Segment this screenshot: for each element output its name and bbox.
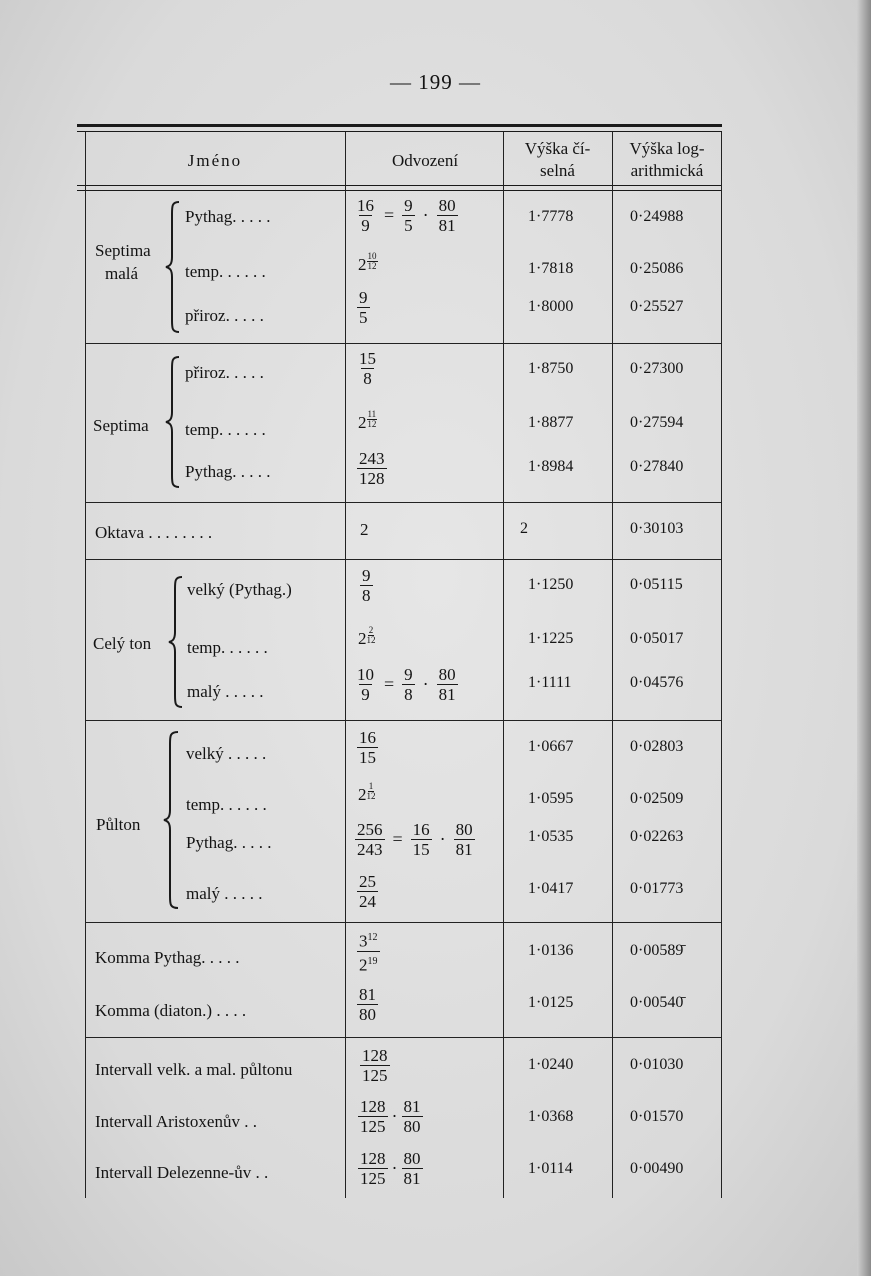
row-name: přiroz. . . . . <box>185 306 264 325</box>
numeric-height: 2 <box>520 520 528 537</box>
numeric-height: 1·8000 <box>528 298 574 315</box>
row-name: temp. . . . . . <box>185 420 266 439</box>
group-label-pulton: Půlton <box>96 815 141 834</box>
fraction: $\frac{128}{125}$ <box>362 1046 388 1085</box>
fraction: $\frac{128}{125}$ <box>360 1097 386 1136</box>
row-name: Intervall Aristoxenův . . <box>95 1112 257 1131</box>
log-height: 0·01570 <box>630 1108 684 1125</box>
fraction: $\frac{81}{80}$ <box>359 985 376 1024</box>
log-height: 0·05017 <box>630 630 684 647</box>
table-top-rule-thin <box>77 131 722 132</box>
row-name: Komma Pythag. . . . . <box>95 948 240 967</box>
fraction: $\frac{81}{80}$ <box>403 1097 421 1136</box>
power-expression: 2 $\frac{11}{12}$ <box>358 409 377 432</box>
row-name: Intervall Delezenne-ův . . <box>95 1163 269 1182</box>
derivation-expression: $\frac{16}{9}$ = $\frac{9}{5}$ · $\frac{80}{81}$ <box>357 196 456 235</box>
fraction: $\frac{9}{5}$ <box>359 288 368 327</box>
brace-septima-mala <box>165 200 181 334</box>
log-height: 0·30103 <box>630 520 684 537</box>
group-label-septima: Septima <box>95 241 151 260</box>
log-height: 0·00589̄ <box>630 942 684 959</box>
fraction: $\frac{16}{15}$ <box>412 820 430 859</box>
separator-oktava <box>86 502 721 503</box>
log-height: 0·05115 <box>630 576 683 593</box>
fraction: $\frac{256}{243}$ <box>357 820 383 859</box>
header-numeric-line2: selná <box>540 161 575 180</box>
log-height: 0·01030 <box>630 1056 684 1073</box>
header-bottom-rule-2 <box>77 190 722 191</box>
numeric-height: 1·0417 <box>528 880 574 897</box>
numeric-height: 1·1250 <box>528 576 574 593</box>
row-name: Intervall velk. a mal. půltonu <box>95 1060 293 1079</box>
power-expression: 2 $\frac{1}{12}$ <box>358 781 376 804</box>
numeric-height: 1·0240 <box>528 1056 574 1073</box>
row-name: Pythag. . . . . <box>186 833 272 852</box>
derivation-expression: $\frac{128}{125}$ · $\frac{80}{81}$ <box>360 1149 421 1188</box>
row-name: přiroz. . . . . <box>185 363 264 382</box>
numeric-height: 1·8750 <box>528 360 574 377</box>
col-line-right <box>721 132 722 1198</box>
brace-septima <box>165 355 181 489</box>
separator-septima <box>86 343 721 344</box>
fraction: $\frac{128}{125}$ <box>360 1149 386 1188</box>
log-height: 0·27594 <box>630 414 684 431</box>
log-height: 0·25086 <box>630 260 684 277</box>
fraction: $\frac{10}{9}$ <box>357 665 374 704</box>
row-name-oktava: Oktava . . . . . . . . <box>95 523 213 542</box>
separator-celyton <box>86 559 721 560</box>
numeric-height: 1·8877 <box>528 414 574 431</box>
group-label-cely-ton: Celý ton <box>93 634 152 653</box>
header-bottom-rule <box>77 185 722 186</box>
header-numeric-line1: Výška čí- <box>524 139 591 158</box>
numeric-height: 1·7778 <box>528 208 574 225</box>
brace-cely-ton <box>168 575 184 709</box>
header-name: Jméno <box>187 151 243 170</box>
log-height: 0·04576 <box>630 674 684 691</box>
numeric-height: 1·0125 <box>528 994 574 1011</box>
group-label-mala: malá <box>105 264 139 283</box>
numeric-height: 1·0667 <box>528 738 574 755</box>
separator-intervall <box>86 1037 721 1038</box>
log-height: 0·25527 <box>630 298 684 315</box>
fraction: $\frac{243}{128}$ <box>359 449 385 488</box>
row-name: malý . . . . . <box>187 682 264 701</box>
log-height: 0·02509 <box>630 790 684 807</box>
header-log-line2: arithmická <box>630 161 704 180</box>
col-line-left <box>85 132 86 1198</box>
numeric-height: 1·0114 <box>528 1160 573 1177</box>
log-height: 0·02263 <box>630 828 684 845</box>
fraction: $\frac{25}{24}$ <box>359 872 376 911</box>
fraction: $\frac{15}{8}$ <box>359 349 376 388</box>
log-height: 0·02803 <box>630 738 684 755</box>
fraction: $\frac{80}{81}$ <box>438 665 456 704</box>
fraction: $\frac{9}{5}$ <box>404 196 413 235</box>
numeric-height: 1·1225 <box>528 630 574 647</box>
derivation-expression: $\frac{128}{125}$ · $\frac{81}{80}$ <box>360 1097 421 1136</box>
derivation-expression: $\frac{10}{9}$ = $\frac{9}{8}$ · $\frac{80}{81}$ <box>357 665 456 704</box>
row-name: Komma (diaton.) . . . . <box>95 1001 247 1020</box>
row-name: Pythag. . . . . <box>185 207 271 226</box>
log-height: 0·00540̄ <box>630 994 684 1011</box>
row-name: temp. . . . . . <box>186 795 267 814</box>
table-top-rule <box>77 124 722 127</box>
log-height: 0·01773 <box>630 880 684 897</box>
brace-pulton <box>162 730 180 910</box>
row-name: temp. . . . . . <box>185 262 266 281</box>
numeric-height: 1·0368 <box>528 1108 574 1125</box>
col-line-name <box>345 132 346 1198</box>
fraction: $\frac{9}{8}$ <box>404 665 413 704</box>
header-log-line1: Výška log- <box>629 139 705 158</box>
header-derivation: Odvození <box>391 151 459 170</box>
numeric-height: 1·0595 <box>528 790 574 807</box>
numeric-height: 1·0136 <box>528 942 574 959</box>
log-height: 0·00490 <box>630 1160 684 1177</box>
fraction: $\frac{3^{12}}{2^{19}}$ <box>359 931 378 975</box>
col-line-num <box>612 132 613 1198</box>
separator-pulton <box>86 720 721 721</box>
row-name: velký . . . . . <box>186 744 267 763</box>
row-name: malý . . . . . <box>186 884 263 903</box>
derivation-oktava: 2 <box>360 520 369 539</box>
numeric-height: 1·7818 <box>528 260 574 277</box>
log-height: 0·27840 <box>630 458 684 475</box>
row-name: temp. . . . . . <box>187 638 268 657</box>
power-expression: 2 $\frac{10}{12}$ <box>358 251 377 274</box>
fraction: $\frac{80}{81}$ <box>438 196 456 235</box>
derivation-expression: $\frac{256}{243}$ = $\frac{16}{15}$ · $\frac{80}{81}$ <box>357 820 473 859</box>
group-label-septima-velka: Septima <box>93 416 149 435</box>
row-name: velký (Pythag.) <box>187 580 292 599</box>
row-name: Pythag. . . . . <box>185 462 271 481</box>
numeric-height: 1·1111 <box>528 674 572 691</box>
fraction: $\frac{16}{15}$ <box>359 728 376 767</box>
col-line-deriv <box>503 132 504 1198</box>
fraction: $\frac{80}{81}$ <box>403 1149 421 1188</box>
numeric-height: 1·0535 <box>528 828 574 845</box>
separator-komma <box>86 922 721 923</box>
log-height: 0·27300 <box>630 360 684 377</box>
fraction: $\frac{80}{81}$ <box>455 820 473 859</box>
fraction: $\frac{16}{9}$ <box>357 196 374 235</box>
fraction: $\frac{9}{8}$ <box>362 566 371 605</box>
power-expression: 2 $\frac{2}{12}$ <box>358 625 376 648</box>
log-height: 0·24988 <box>630 208 684 225</box>
page-edge-shadow <box>857 0 871 1276</box>
numeric-height: 1·8984 <box>528 458 574 475</box>
page-number: — 199 — <box>390 70 481 94</box>
